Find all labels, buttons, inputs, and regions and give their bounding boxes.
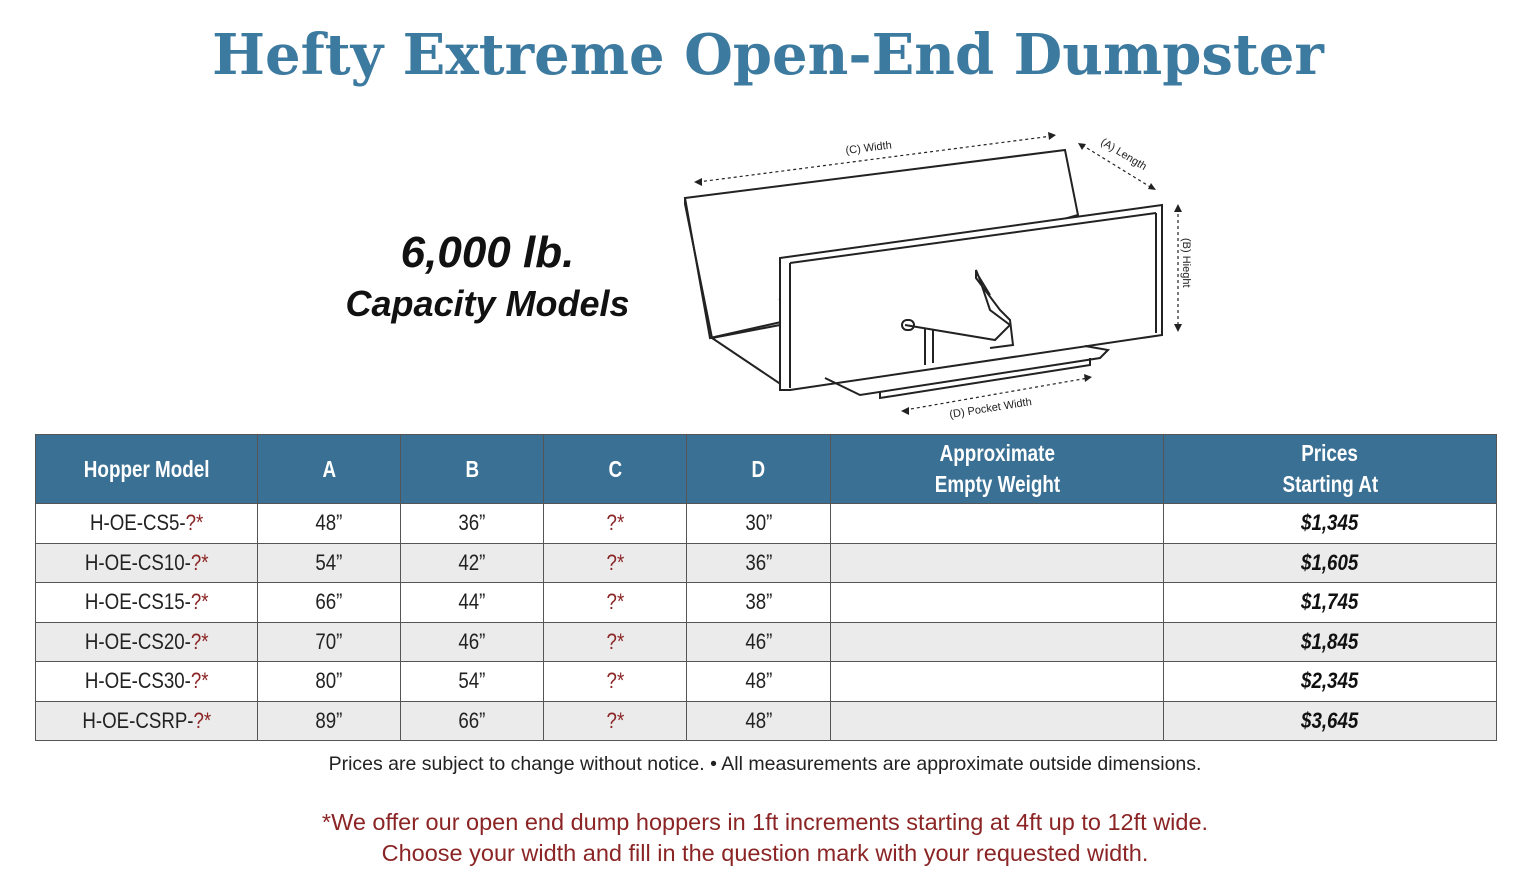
cell-model: H-OE-CS30-?* xyxy=(36,662,258,702)
cell-price: $3,645 xyxy=(1164,701,1497,741)
cell-weight xyxy=(831,583,1164,623)
pricing-table xyxy=(35,434,1497,741)
cell-weight xyxy=(831,662,1164,702)
cell-c: ?* xyxy=(544,701,687,741)
cell-price: $1,845 xyxy=(1164,622,1497,662)
table-row xyxy=(36,662,1497,702)
disclaimer-note: Prices are subject to change without notice. • All measurements are approximate outside dimensions. xyxy=(328,753,1202,775)
cell-price: $1,345 xyxy=(1164,504,1497,544)
cell-a: 70” xyxy=(258,622,401,662)
cell-weight xyxy=(831,504,1164,544)
cell-price: $1,745 xyxy=(1164,583,1497,623)
height-label: (B) Hieght xyxy=(1180,238,1192,288)
table-row xyxy=(36,622,1497,662)
header-price: Prices Starting At xyxy=(1164,435,1497,504)
cell-weight xyxy=(831,701,1164,741)
cell-model: H-OE-CSRP-?* xyxy=(36,701,258,741)
cell-b: 66” xyxy=(401,701,544,741)
header-empty-weight: Approximate Empty Weight xyxy=(831,435,1164,504)
pocket-width-label: (D) Pocket Width xyxy=(948,396,1033,421)
cell-c: ?* xyxy=(544,622,687,662)
cell-a: 89” xyxy=(258,701,401,741)
header-d: D xyxy=(687,435,831,504)
table-header-row xyxy=(36,435,1497,504)
cell-a: 54” xyxy=(258,543,401,583)
cell-c: ?* xyxy=(544,543,687,583)
capacity-weight: 6,000 lb. xyxy=(400,228,575,277)
cell-c: ?* xyxy=(544,583,687,623)
header-a: A xyxy=(258,435,401,504)
cell-weight xyxy=(831,622,1164,662)
cell-c: ?* xyxy=(544,504,687,544)
cell-model: H-OE-CS20-?* xyxy=(36,622,258,662)
cell-price: $2,345 xyxy=(1164,662,1497,702)
table-row xyxy=(36,583,1497,623)
cell-model: H-OE-CS5-?* xyxy=(36,504,258,544)
cell-a: 80” xyxy=(258,662,401,702)
cell-d: 30” xyxy=(687,504,831,544)
cell-b: 36” xyxy=(401,504,544,544)
cell-d: 46” xyxy=(687,622,831,662)
cell-d: 48” xyxy=(687,662,831,702)
width-label: (C) Width xyxy=(844,139,893,157)
cell-price: $1,605 xyxy=(1164,543,1497,583)
cell-d: 38” xyxy=(687,583,831,623)
header-b: B xyxy=(401,435,544,504)
header-c: C xyxy=(544,435,687,504)
cell-b: 44” xyxy=(401,583,544,623)
footnote-line-1: *We offer our open end dump hoppers in 1ft increments starting at 4ft up to 12ft wide. xyxy=(321,809,1209,835)
cell-d: 48” xyxy=(687,701,831,741)
footnote-line-2: Choose your width and fill in the question mark with your requested width. xyxy=(381,840,1149,866)
cell-model: H-OE-CS15-?* xyxy=(36,583,258,623)
cell-d: 36” xyxy=(687,543,831,583)
table-row xyxy=(36,543,1497,583)
cell-model: H-OE-CS10-?* xyxy=(36,543,258,583)
header-hopper-model: Hopper Model xyxy=(36,435,258,504)
table-row xyxy=(36,701,1497,741)
cell-b: 42” xyxy=(401,543,544,583)
cell-b: 46” xyxy=(401,622,544,662)
cell-c: ?* xyxy=(544,662,687,702)
cell-b: 54” xyxy=(401,662,544,702)
cell-a: 48” xyxy=(258,504,401,544)
length-label: (A) Length xyxy=(1098,136,1149,174)
cell-a: 66” xyxy=(258,583,401,623)
table-row xyxy=(36,504,1497,544)
dumpster-diagram xyxy=(680,120,1200,430)
capacity-label: Capacity Models xyxy=(345,283,630,324)
cell-weight xyxy=(831,543,1164,583)
page-title: Hefty Extreme Open-End Dumpster xyxy=(212,22,1324,88)
